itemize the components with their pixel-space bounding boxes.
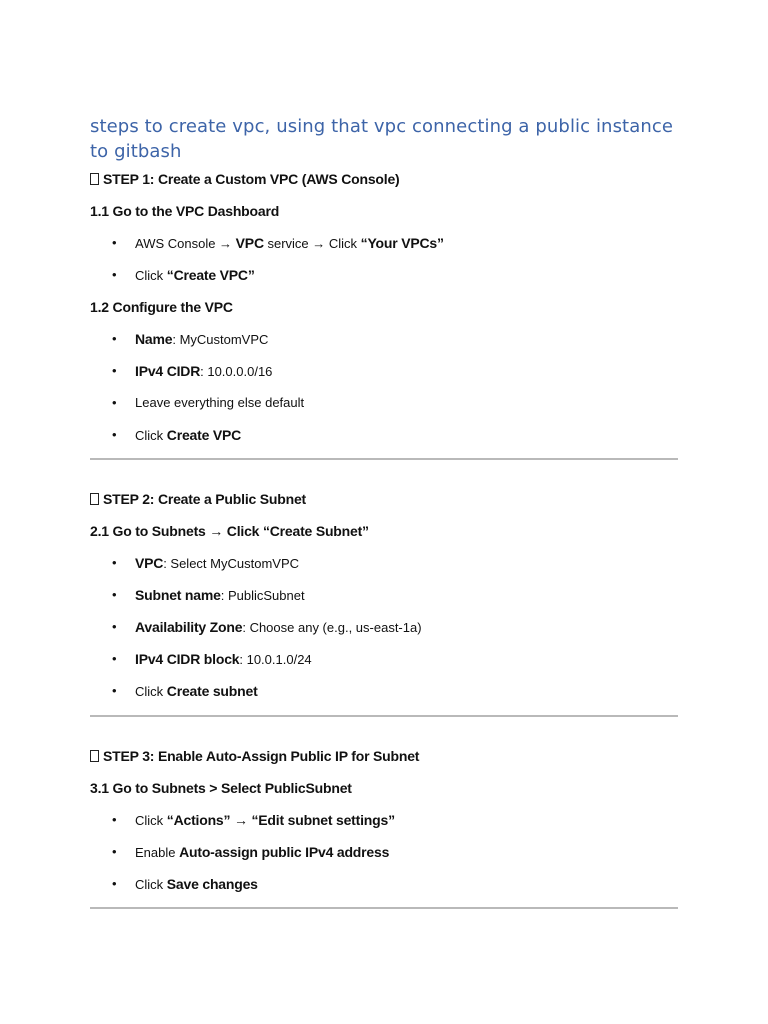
list-item: • Availability Zone: Choose any (e.g., us-east-1a) xyxy=(112,619,422,635)
list-item: • Subnet name: PublicSubnet xyxy=(112,587,305,603)
step-3-heading-text: STEP 3: Enable Auto-Assign Public IP for Subnet xyxy=(103,748,420,764)
step-1-2-list-c xyxy=(90,394,680,412)
list-item: • Click “Actions” → “Edit subnet settings” xyxy=(112,812,395,828)
bullet-icon: • xyxy=(112,587,117,602)
step-2-1-list-e xyxy=(90,682,680,701)
bullet-icon: • xyxy=(112,844,117,859)
step-3-1-list-a xyxy=(90,811,680,830)
step-3-1-heading: 3.1 Go to Subnets > Select PublicSubnet xyxy=(90,780,352,796)
step-1-2-list-a xyxy=(90,330,680,349)
list-item: • Click “Create VPC” xyxy=(112,267,255,283)
list-item: • Enable Auto-assign public IPv4 address xyxy=(112,844,390,860)
step-1-2-list-b xyxy=(90,362,680,381)
bullet-icon: • xyxy=(112,619,117,634)
step-2-heading-text: STEP 2: Create a Public Subnet xyxy=(103,491,307,507)
bullet-icon: • xyxy=(112,395,117,410)
step-1-1-list xyxy=(90,234,680,253)
step-2-1-list-a xyxy=(90,554,680,573)
step-3-1-list-b xyxy=(90,843,680,862)
bullet-icon: • xyxy=(112,363,117,378)
checkbox-icon xyxy=(90,493,99,505)
document-title: steps to create vpc, using that vpc connecting a public instance to gitbash xyxy=(90,116,674,162)
step-1-1-heading: 1.1 Go to the VPC Dashboard xyxy=(90,203,280,219)
step-2-1-heading: 2.1 Go to Subnets → Click “Create Subnet” xyxy=(90,523,369,539)
list-item: • Click Create subnet xyxy=(112,683,258,699)
bullet-icon: • xyxy=(112,235,117,250)
section-divider xyxy=(90,458,678,460)
list-item: • Leave everything else default xyxy=(112,395,305,410)
list-item: • VPC: Select MyCustomVPC xyxy=(112,555,300,571)
list-item: • AWS Console → VPC service → Click “Your VPCs” xyxy=(112,235,444,251)
list-item: • Click Create VPC xyxy=(112,427,242,443)
bullet-icon: • xyxy=(112,555,117,570)
step-2-1-list-c xyxy=(90,618,680,637)
step-3-heading xyxy=(90,747,419,765)
list-item: • Name: MyCustomVPC xyxy=(112,331,269,347)
step-2-1-list-b xyxy=(90,586,680,605)
list-item: • Click Save changes xyxy=(112,876,258,892)
step-1-1-list-b xyxy=(90,266,680,285)
step-1-2-heading: 1.2 Configure the VPC xyxy=(90,299,233,315)
bullet-icon: • xyxy=(112,812,117,827)
bullet-icon: • xyxy=(112,683,117,698)
section-divider xyxy=(90,715,678,717)
list-item: • IPv4 CIDR: 10.0.0.0/16 xyxy=(112,363,273,379)
bullet-icon: • xyxy=(112,651,117,666)
list-item: • IPv4 CIDR block: 10.0.1.0/24 xyxy=(112,651,312,667)
step-3-1-list-c xyxy=(90,875,680,894)
bullet-icon: • xyxy=(112,427,117,442)
step-2-heading xyxy=(90,490,306,508)
checkbox-icon xyxy=(90,750,99,762)
bullet-icon: • xyxy=(112,331,117,346)
step-2-1-list-d xyxy=(90,650,680,669)
checkbox-icon xyxy=(90,173,99,185)
section-divider xyxy=(90,907,678,909)
step-1-2-list-d xyxy=(90,426,680,445)
bullet-icon: • xyxy=(112,267,117,282)
bullet-icon: • xyxy=(112,876,117,891)
step-1-heading-text: STEP 1: Create a Custom VPC (AWS Console) xyxy=(103,171,400,187)
step-1-heading xyxy=(90,170,400,188)
